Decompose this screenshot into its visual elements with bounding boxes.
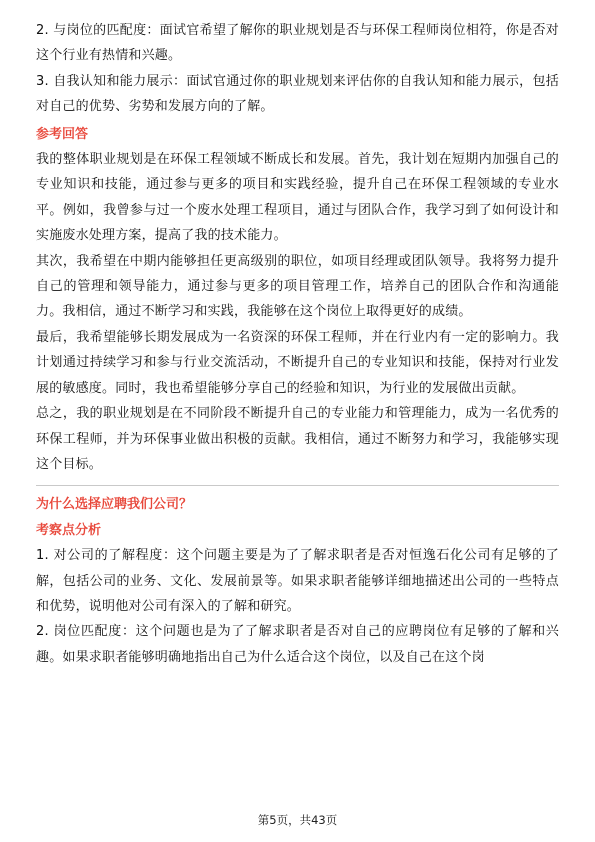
body-paragraph: 总之，我的职业规划是在不同阶段不断提升自己的专业能力和管理能力，成为一名优秀的环保工程师，并为环保事业做出积极的贡献。我相信，通过不断努力和学习，我能够实现这个目标。 [36,406,559,472]
body-paragraph: 1. 对公司的了解程度：这个问题主要是为了了解求职者是否对恒逸石化公司有足够的了解，包括公司的业务、文化、发展前景等。如果求职者能够详细地描述出公司的一些特点和优势，说明他对公司有深入的了解和研究。 [36,548,559,614]
body-paragraph: 我的整体职业规划是在环保工程领域不断成长和发展。首先，我计划在短期内加强自己的专业知识和技能，通过参与更多的项目和实践经验，提升自己在环保工程领域的专业水平。例如，我曾参与过一个废水处理工程项目，通过与团队合作，我学习到了如何设计和实施废水处理方案，提高了我的技术能力。 [36,152,559,244]
analysis-heading: 考察点分析 [36,522,102,538]
question-heading: 为什么选择应聘我们公司？ [36,497,193,513]
reference-heading: 参考回答 [36,126,89,142]
body-paragraph: 最后，我希望能够长期发展成为一名资深的环保工程师，并在行业内有一定的影响力。我计划通过持续学习和参与行业交流活动，不断提升自己的专业知识和技能，保持对行业发展的敏感度。同时，我也希望能够分享自己的经验和知识，为行业的发展做出贡献。 [36,329,559,396]
body-paragraph: 3. 自我认知和能力展示：面试官通过你的职业规划来评估你的自我认知和能力展示，包括对自己的优势、劣势和发展方向的了解。 [36,73,559,115]
body-paragraph: 其次，我希望在中期内能够担任更高级别的职位，如项目经理或团队领导。我将努力提升自己的管理和领导能力，通过参与更多的项目管理工作，培养自己的团队合作和沟通能力。我相信，通过不断学习和实践，我能够在这个岗位上取得更好的成绩。 [36,253,559,320]
body-paragraph: 2. 与岗位的匹配度：面试官希望了解你的职业规划是否与环保工程师岗位相符，你是否对这个行业有热情和兴趣。 [36,23,559,64]
body-paragraph: 2. 岗位匹配度：这个问题也是为了了解求职者是否对自己的应聘岗位有足够的了解和兴趣。如果求职者能够明确地指出自己为什么适合这个岗位，以及自己在这个岗 [36,624,559,665]
section-divider [36,485,559,486]
document-page [36,18,559,670]
page-footer: 第5页，共43页 [257,813,338,827]
